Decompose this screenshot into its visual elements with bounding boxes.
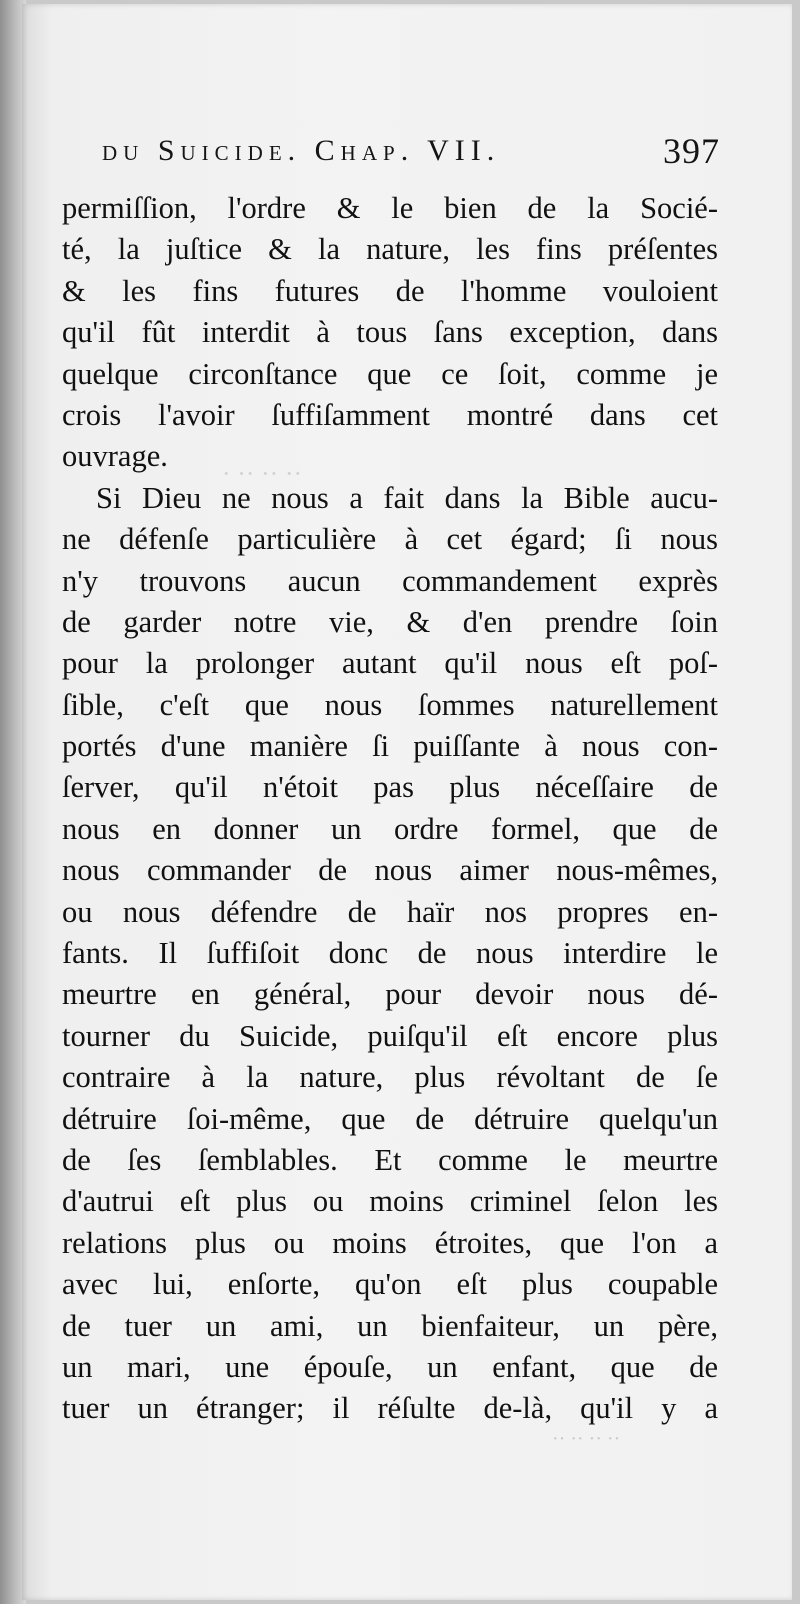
page-header — [80, 124, 720, 174]
paragraph-start-line: Si Dieu ne nous a fait dans la Bible aucu- — [96, 480, 718, 515]
text-line: de tuer un ami, un bienfaiteur, un père, — [62, 1308, 718, 1343]
text-line: portés d'une manière ſi puiſſante à nous con- — [62, 729, 718, 764]
text-line: ſible, c'eſt que nous ſommes naturellement — [62, 687, 718, 722]
text-line: de ſes ſemblables. Et comme le meurtre — [62, 1142, 718, 1177]
text-line: pour la prolonger autant qu'il nous eſt poſ- — [62, 646, 718, 681]
text-line: d'autrui eſt plus ou moins criminel ſelon les — [62, 1184, 718, 1219]
text-line: détruire ſoi-même, que de détruire quelqu'un — [62, 1101, 718, 1136]
text-line: & les fins futures de l'homme vouloient — [62, 273, 718, 308]
page-number: 397 — [663, 131, 720, 171]
text-line: ouvrage. — [62, 439, 168, 474]
text-line: nous commander de nous aimer nous-mêmes, — [62, 853, 718, 888]
text-line: té, la juſtice & la nature, les fins préſentes — [62, 232, 718, 267]
body-text — [62, 188, 718, 1430]
running-title: du Suicide. Chap. VII. — [102, 134, 501, 167]
text-line: relations plus ou moins étroites, que l'on a — [62, 1225, 718, 1260]
text-line: de garder notre vie, & d'en prendre ſoin — [62, 604, 718, 639]
show-through-footnote: ·· ·· ·· ·· — [552, 1428, 621, 1450]
text-line: n'y trouvons aucun commandement exprès — [62, 563, 718, 598]
text-line: tourner du Suicide, puiſqu'il eſt encore plus — [62, 1018, 718, 1053]
text-line: tuer un étranger; il réſulte de-là, qu'il y a — [62, 1391, 718, 1426]
text-line: un mari, une épouſe, un enfant, que de — [62, 1349, 718, 1384]
text-line: qu'il fût interdit à tous ſans exception, dans — [62, 315, 718, 350]
text-line: ſerver, qu'il n'étoit pas plus néceſſaire de — [62, 770, 718, 805]
text-line: nous en donner un ordre formel, que de — [62, 811, 718, 846]
text-line: quelque circonſtance que ce ſoit, comme je — [62, 356, 718, 391]
text-line: ne défenſe particulière à cet égard; ſi nous — [62, 522, 718, 557]
text-line: contraire à la nature, plus révoltant de ſe — [62, 1060, 718, 1095]
text-line: ou nous défendre de haïr nos propres en- — [62, 894, 718, 929]
text-line: meurtre en général, pour devoir nous dé- — [62, 977, 718, 1012]
text-line: permiſſion, l'ordre & le bien de la Socié- — [62, 191, 718, 225]
text-line: avec lui, enſorte, qu'on eſt plus coupable — [62, 1267, 718, 1302]
text-line: fants. Il ſuffiſoit donc de nous interdire le — [62, 936, 718, 971]
show-through-text: ·· ·· ·· · — [222, 459, 303, 488]
text-line: crois l'avoir ſuffiſamment montré dans cet — [62, 397, 718, 432]
